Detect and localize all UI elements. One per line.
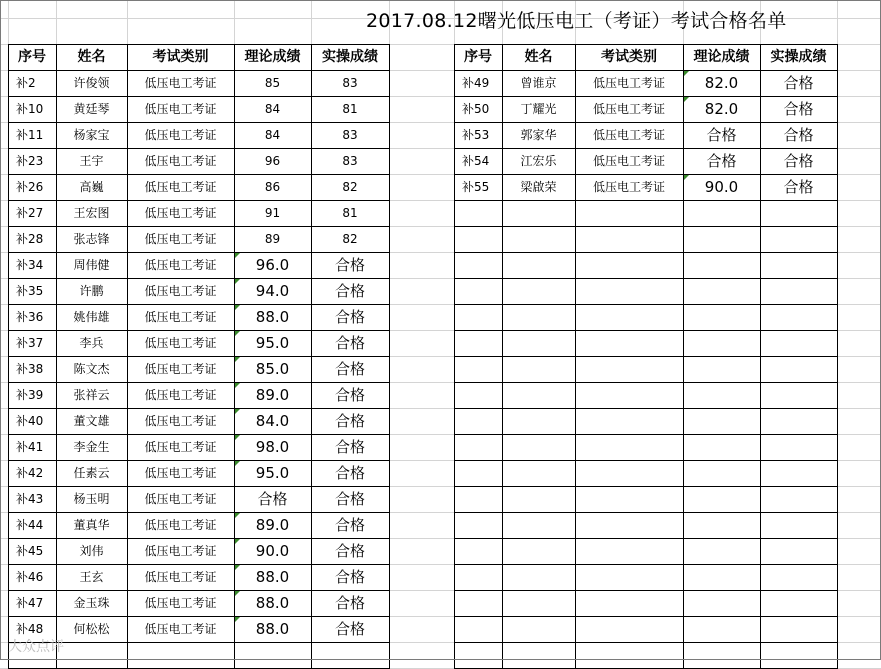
left-cell-name: 李兵 <box>79 336 104 350</box>
left-cell-category: 低压电工考证 <box>144 128 217 142</box>
left-cell-name: 陈文杰 <box>73 362 110 376</box>
left-cell-practical-score: 83 <box>342 76 358 90</box>
left-cell-theory-score: 合格 <box>257 490 288 508</box>
left-cell-seq: 补2 <box>16 76 36 90</box>
left-cell-category: 低压电工考证 <box>144 362 217 376</box>
left-cell-practical-score: 合格 <box>334 620 365 638</box>
left-cell-theory-score: 88.0 <box>255 568 290 586</box>
left-cell-name: 杨玉明 <box>73 492 110 506</box>
left-cell-name: 许俊领 <box>73 76 110 90</box>
left-cell-name: 王宏图 <box>73 206 110 220</box>
left-cell-category: 低压电工考证 <box>144 388 217 402</box>
left-cell-theory-score: 89 <box>264 232 281 246</box>
left-cell-name: 周伟健 <box>73 258 110 272</box>
left-header-name: 姓名 <box>77 49 106 65</box>
right-cell-category: 低压电工考证 <box>592 128 665 142</box>
left-header-theory-score: 理论成绩 <box>244 49 301 65</box>
left-cell-category: 低压电工考证 <box>144 570 217 584</box>
left-cell-theory-score: 94.0 <box>255 282 290 300</box>
left-cell-name: 董文雄 <box>73 414 110 428</box>
left-cell-category: 低压电工考证 <box>144 232 217 246</box>
left-cell-practical-score: 合格 <box>334 594 365 612</box>
left-cell-seq: 补35 <box>16 284 44 298</box>
left-header-seq: 序号 <box>18 49 46 65</box>
left-cell-seq: 补43 <box>16 492 44 506</box>
left-cell-theory-score: 84 <box>264 102 281 116</box>
right-header-seq: 序号 <box>464 49 492 65</box>
left-cell-seq: 补40 <box>16 414 44 428</box>
left-cell-practical-score: 合格 <box>334 464 365 482</box>
left-cell-seq: 补42 <box>16 466 44 480</box>
left-cell-theory-score: 88.0 <box>255 620 290 638</box>
left-cell-theory-score: 95.0 <box>255 464 290 482</box>
left-cell-name: 张志锋 <box>73 232 110 246</box>
right-cell-name: 丁耀光 <box>520 102 557 116</box>
right-cell-category: 低压电工考证 <box>592 76 665 90</box>
left-cell-practical-score: 合格 <box>334 256 365 274</box>
left-cell-practical-score: 82 <box>342 180 358 194</box>
left-cell-name: 李金生 <box>73 440 110 454</box>
right-header-name: 姓名 <box>524 49 553 65</box>
left-cell-seq: 补34 <box>16 258 44 272</box>
left-cell-theory-score: 96 <box>264 154 281 168</box>
left-cell-practical-score: 81 <box>342 206 358 220</box>
left-cell-practical-score: 合格 <box>334 516 365 534</box>
left-cell-practical-score: 合格 <box>334 490 365 508</box>
left-cell-theory-score: 96.0 <box>255 256 290 274</box>
left-header-category: 考试类别 <box>152 49 209 65</box>
left-cell-seq: 补48 <box>16 622 44 636</box>
left-cell-seq: 补46 <box>16 570 44 584</box>
left-cell-seq: 补38 <box>16 362 44 376</box>
left-cell-name: 王玄 <box>79 570 104 584</box>
right-cell-seq: 补50 <box>462 102 490 116</box>
right-cell-seq: 补49 <box>462 76 490 90</box>
left-cell-theory-score: 89.0 <box>255 386 290 404</box>
left-cell-theory-score: 85 <box>264 76 281 90</box>
left-cell-category: 低压电工考证 <box>144 622 217 636</box>
sheet-title: 2017.08.12曙光低压电工（考证）考试合格名单 <box>366 10 787 32</box>
left-cell-practical-score: 合格 <box>334 334 365 352</box>
right-header-theory-score: 理论成绩 <box>693 49 750 65</box>
left-cell-seq: 补41 <box>16 440 44 454</box>
right-cell-theory-score: 合格 <box>706 126 737 144</box>
left-cell-theory-score: 86 <box>264 180 281 194</box>
left-cell-category: 低压电工考证 <box>144 596 217 610</box>
left-cell-theory-score: 91 <box>264 206 281 220</box>
left-cell-category: 低压电工考证 <box>144 544 217 558</box>
left-cell-practical-score: 81 <box>342 102 358 116</box>
left-cell-seq: 补10 <box>16 102 44 116</box>
left-cell-category: 低压电工考证 <box>144 154 217 168</box>
right-cell-theory-score: 82.0 <box>704 74 739 92</box>
right-cell-practical-score: 合格 <box>783 126 814 144</box>
right-cell-name: 郭家华 <box>520 128 557 142</box>
left-cell-theory-score: 85.0 <box>255 360 290 378</box>
right-cell-seq: 补53 <box>462 128 490 142</box>
left-cell-practical-score: 合格 <box>334 282 365 300</box>
left-cell-practical-score: 合格 <box>334 568 365 586</box>
left-cell-theory-score: 89.0 <box>255 516 290 534</box>
left-cell-practical-score: 82 <box>342 232 358 246</box>
left-cell-seq: 补27 <box>16 206 44 220</box>
left-cell-name: 董真华 <box>73 518 110 532</box>
left-cell-category: 低压电工考证 <box>144 336 217 350</box>
watermark-text: 大众点评 <box>8 639 64 655</box>
left-cell-category: 低压电工考证 <box>144 414 217 428</box>
left-cell-seq: 补45 <box>16 544 44 558</box>
right-cell-theory-score: 90.0 <box>704 178 739 196</box>
right-cell-category: 低压电工考证 <box>592 102 665 116</box>
left-cell-category: 低压电工考证 <box>144 206 217 220</box>
left-cell-name: 杨家宝 <box>73 128 110 142</box>
left-cell-name: 任素云 <box>73 466 110 480</box>
right-cell-name: 曾谁京 <box>520 76 557 90</box>
left-cell-theory-score: 95.0 <box>255 334 290 352</box>
left-cell-name: 王宇 <box>79 154 104 168</box>
left-cell-practical-score: 合格 <box>334 542 365 560</box>
left-cell-name: 何松松 <box>73 622 110 636</box>
right-cell-theory-score: 合格 <box>706 152 737 170</box>
right-cell-practical-score: 合格 <box>783 74 814 92</box>
right-cell-theory-score: 82.0 <box>704 100 739 118</box>
left-cell-practical-score: 合格 <box>334 438 365 456</box>
right-header-category: 考试类别 <box>601 49 657 65</box>
left-cell-theory-score: 88.0 <box>255 594 290 612</box>
right-cell-seq: 补54 <box>462 154 490 168</box>
left-cell-name: 金玉珠 <box>73 596 110 610</box>
left-cell-seq: 补47 <box>16 596 44 610</box>
right-cell-name: 梁啟荣 <box>520 180 557 194</box>
left-cell-theory-score: 88.0 <box>255 308 290 326</box>
left-cell-category: 低压电工考证 <box>144 440 217 454</box>
right-cell-category: 低压电工考证 <box>592 180 665 194</box>
right-cell-practical-score: 合格 <box>783 152 814 170</box>
left-cell-theory-score: 84 <box>264 128 281 142</box>
right-cell-category: 低压电工考证 <box>592 154 665 168</box>
left-cell-name: 刘伟 <box>79 544 104 558</box>
right-cell-seq: 补55 <box>462 180 490 194</box>
left-cell-seq: 补11 <box>16 128 44 142</box>
left-cell-name: 张祥云 <box>73 388 110 402</box>
left-header-practical-score: 实操成绩 <box>322 49 378 65</box>
left-cell-theory-score: 90.0 <box>255 542 290 560</box>
left-cell-category: 低压电工考证 <box>144 492 217 506</box>
left-cell-name: 许鹏 <box>79 284 104 298</box>
left-cell-practical-score: 合格 <box>334 412 365 430</box>
left-cell-category: 低压电工考证 <box>144 258 217 272</box>
right-cell-name: 江宏乐 <box>520 154 557 168</box>
left-cell-seq: 补23 <box>16 154 44 168</box>
left-cell-category: 低压电工考证 <box>144 102 217 116</box>
left-cell-seq: 补39 <box>16 388 44 402</box>
left-cell-seq: 补28 <box>16 232 44 246</box>
left-cell-name: 黄廷琴 <box>73 102 110 116</box>
left-cell-seq: 补26 <box>16 180 44 194</box>
left-cell-category: 低压电工考证 <box>144 518 217 532</box>
left-cell-name: 高巍 <box>79 180 104 194</box>
right-cell-practical-score: 合格 <box>783 178 814 196</box>
left-cell-theory-score: 98.0 <box>255 438 290 456</box>
left-cell-seq: 补37 <box>16 336 44 350</box>
left-cell-seq: 补36 <box>16 310 44 324</box>
left-cell-practical-score: 合格 <box>334 386 365 404</box>
left-cell-category: 低压电工考证 <box>144 76 217 90</box>
left-cell-practical-score: 83 <box>342 154 358 168</box>
left-cell-category: 低压电工考证 <box>144 466 217 480</box>
left-cell-theory-score: 84.0 <box>255 412 290 430</box>
left-cell-category: 低压电工考证 <box>144 180 217 194</box>
left-cell-category: 低压电工考证 <box>144 310 217 324</box>
left-cell-seq: 补44 <box>16 518 44 532</box>
left-cell-practical-score: 合格 <box>334 308 365 326</box>
right-header-practical-score: 实操成绩 <box>770 49 827 65</box>
right-cell-practical-score: 合格 <box>783 100 814 118</box>
left-cell-name: 姚伟雄 <box>73 310 110 324</box>
left-cell-practical-score: 83 <box>342 128 358 142</box>
left-cell-practical-score: 合格 <box>334 360 365 378</box>
left-cell-category: 低压电工考证 <box>144 284 217 298</box>
